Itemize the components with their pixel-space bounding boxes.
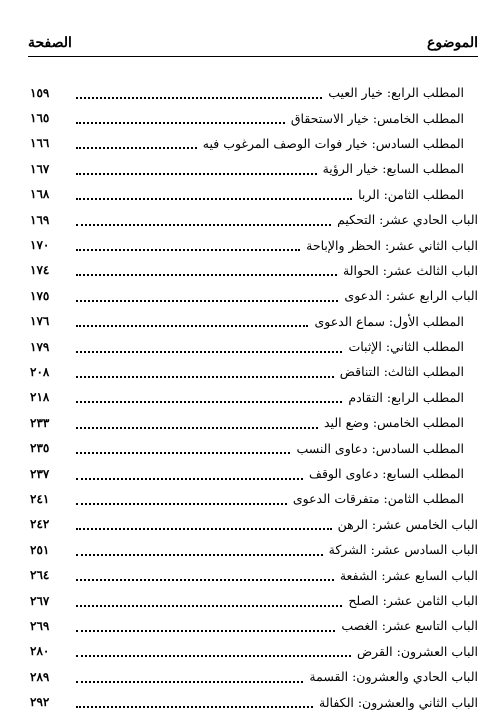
toc-entry-page-number: ٢٥١ <box>30 542 50 557</box>
toc-entry <box>30 80 478 105</box>
toc-entry <box>30 537 478 562</box>
toc-entry-page-number: ١٦٥ <box>30 111 50 126</box>
toc-entry-page-number: ٢٦٧ <box>30 593 50 608</box>
toc-entry-title: المطلب الخامس: وضع اليد <box>323 415 464 431</box>
toc-entry <box>30 156 478 181</box>
toc-entry-title: المطلب الثاني: الإثبات <box>348 339 464 355</box>
dot-leader <box>76 341 342 353</box>
toc-entry-title: المطلب السابع: دعاوى الوقف <box>309 466 464 482</box>
toc-entry-page-number: ٢٣٣ <box>30 415 50 430</box>
dot-leader <box>76 163 317 175</box>
toc-entry-title: المطلب السادس: دعاوى النسب <box>296 440 464 456</box>
dot-leader <box>76 442 290 454</box>
toc-entry-page-number: ٢١٨ <box>30 390 50 405</box>
toc-entry-page-number: ٢٣٧ <box>30 466 50 481</box>
toc-entry <box>30 410 478 435</box>
toc-entry <box>30 359 478 384</box>
toc-entry <box>30 562 478 587</box>
toc-entry-page-number: ١٧٩ <box>30 339 50 354</box>
dot-leader <box>76 391 342 403</box>
dot-leader <box>76 264 337 276</box>
toc-entry-title: الباب السادس عشر: الشركة <box>328 542 478 558</box>
dot-leader <box>76 595 342 607</box>
toc-entry-page-number: ١٦٦ <box>30 136 50 151</box>
toc-entry-title: المطلب الأول: سماع الدعوى <box>314 313 464 329</box>
toc-entry-page-number: ٢٣٥ <box>30 441 50 456</box>
toc-entry <box>30 486 478 511</box>
toc-entry-title: الباب الثالث عشر: الحوالة <box>342 262 478 278</box>
toc-entry <box>30 613 478 638</box>
dot-leader <box>76 366 334 378</box>
toc-entry-title: الباب الثاني عشر: الحظر والإباحة <box>306 237 478 253</box>
page-column-heading: الصفحة <box>28 35 72 51</box>
toc-entry <box>30 512 478 537</box>
toc-entry <box>30 639 478 664</box>
dot-leader <box>76 315 308 327</box>
toc-entry-title: المطلب الخامس: خيار الاستحقاق <box>290 110 464 126</box>
subject-column-heading: الموضوع <box>427 35 478 51</box>
toc-entry-page-number: ١٧٤ <box>30 263 50 278</box>
toc-entry-page-number: ٢٦٩ <box>30 618 50 633</box>
toc-entry-title: المطلب الرابع: خيار العيب <box>328 85 464 101</box>
toc-entry-page-number: ٢٤٢ <box>30 517 50 532</box>
toc-entry <box>30 258 478 283</box>
toc-entry <box>30 689 478 714</box>
toc-entry <box>30 283 478 308</box>
toc-entry <box>30 588 478 613</box>
toc-entry <box>30 334 478 359</box>
dot-leader <box>76 468 303 480</box>
toc-entry-title: الباب التاسع عشر: الغصب <box>341 618 478 634</box>
toc-entry <box>30 105 478 130</box>
toc-entry-title: الباب العشرون: القرض <box>357 643 478 659</box>
toc-entry-page-number: ١٧٠ <box>30 238 50 253</box>
toc-entry-title: الباب الثامن عشر: الصلح <box>348 593 478 608</box>
dot-leader <box>76 239 300 251</box>
dot-leader <box>76 493 287 505</box>
toc-entry <box>30 385 478 410</box>
dot-leader <box>76 518 332 530</box>
toc-entry-page-number: ٢٤١ <box>30 491 50 506</box>
toc-entry <box>30 435 478 460</box>
toc-entry <box>30 182 478 207</box>
toc-list <box>30 80 478 715</box>
toc-entry-page-number: ١٥٩ <box>30 85 50 100</box>
toc-entry <box>30 309 478 334</box>
toc-entry-page-number: ٢٨٠ <box>30 644 50 659</box>
dot-leader <box>76 417 318 429</box>
toc-header <box>28 30 478 57</box>
toc-entry-title: المطلب الثامن: الربا <box>358 186 464 202</box>
toc-entry-page-number: ١٦٨ <box>30 187 50 202</box>
dot-leader <box>76 188 352 200</box>
toc-entry-page-number: ٢٨٩ <box>30 669 50 684</box>
toc-entry-page-number: ١٧٦ <box>30 314 50 329</box>
toc-entry-title: المطلب السابع: خيار الرؤية <box>322 161 464 177</box>
toc-entry-title: الباب الخامس عشر: الرهن <box>337 516 478 532</box>
toc-entry-page-number: ٢٩٢ <box>30 695 50 710</box>
toc-entry <box>30 207 478 232</box>
dot-leader <box>76 290 338 302</box>
toc-entry-title: المطلب الثامن: متفرقات الدعوى <box>292 491 464 507</box>
toc-entry <box>30 664 478 689</box>
dot-leader <box>76 671 303 683</box>
dot-leader <box>76 87 322 99</box>
dot-leader <box>76 569 334 581</box>
toc-entry-page-number: ٢٦٤ <box>30 568 50 583</box>
toc-entry-title: الباب الحادي والعشرون: القسمة <box>309 669 478 685</box>
dot-leader <box>76 137 197 149</box>
dot-leader <box>76 696 313 708</box>
toc-entry-title: المطلب الرابع: التقادم <box>348 389 464 405</box>
toc-entry <box>30 461 478 486</box>
dot-leader <box>76 620 335 632</box>
toc-entry-page-number: ١٦٩ <box>30 212 50 227</box>
dot-leader <box>76 112 285 124</box>
toc-entry-page-number: ١٧٥ <box>30 288 50 303</box>
toc-entry <box>30 131 478 156</box>
toc-entry-title: المطلب السادس: خيار فوات الوصف المرغوب فيه <box>202 135 464 151</box>
toc-entry-title: الباب الرابع عشر: الدعوى <box>344 288 478 304</box>
toc-entry <box>30 232 478 257</box>
toc-entry-title: المطلب الثالث: التناقض <box>339 364 464 380</box>
dot-leader <box>76 645 351 657</box>
toc-entry-title: الباب السابع عشر: الشفعة <box>339 567 478 583</box>
dot-leader <box>76 214 331 226</box>
dot-leader <box>76 544 323 556</box>
toc-entry-title: الباب الثاني والعشرون: الكفالة <box>319 694 478 710</box>
toc-entry-title: الباب الحادي عشر: التحكيم <box>337 212 478 228</box>
toc-entry-page-number: ١٦٧ <box>30 161 50 176</box>
toc-entry-page-number: ٢٠٨ <box>30 364 50 379</box>
